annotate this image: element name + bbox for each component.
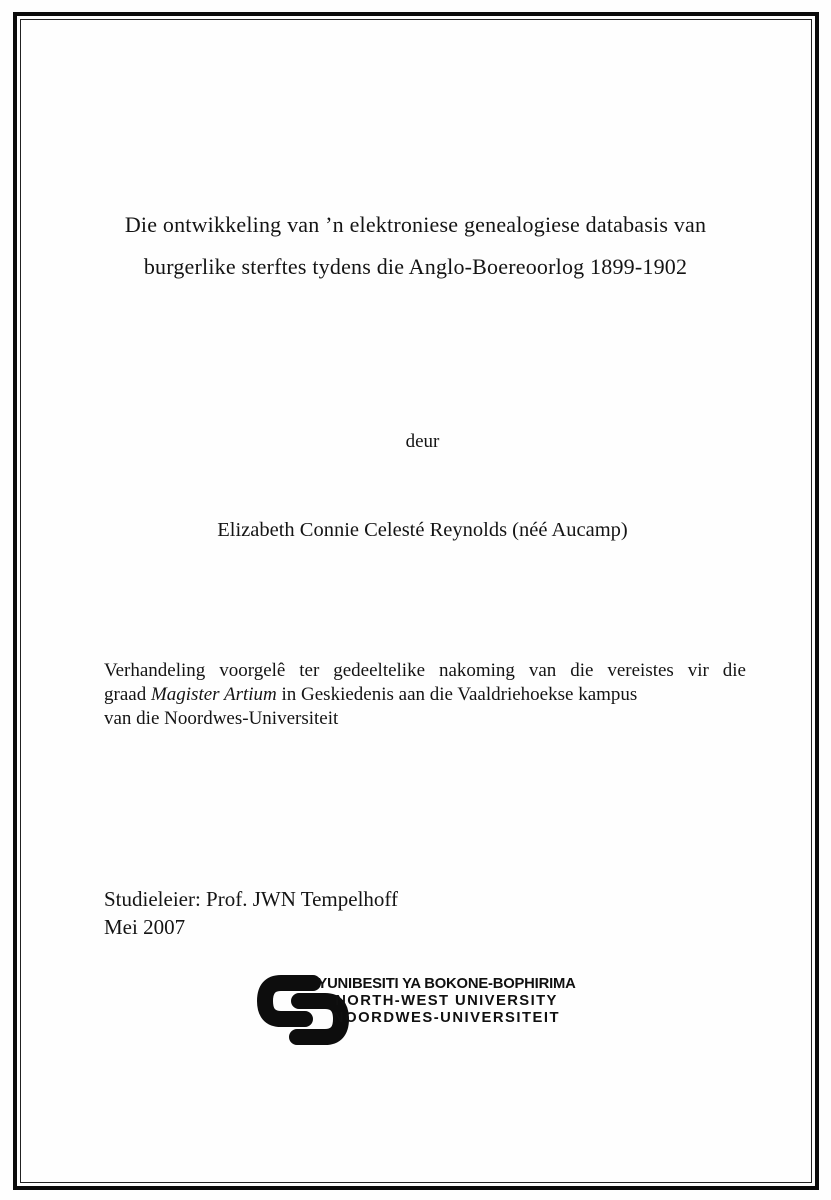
logo-line-english: NORTH-WEST UNIVERSITY [335, 993, 558, 1009]
degree-statement [104, 659, 746, 731]
degree-statement-line3: van die Noordwes-Universiteit [104, 708, 339, 729]
logo-line-setswana: YUNIBESITI YA BOKONE-BOPHIRIMA [317, 976, 576, 992]
date-line: Mei 2007 [104, 914, 186, 939]
author-name: Elizabeth Connie Celesté Reynolds (néé Aucamp) [217, 519, 628, 541]
byline-label: deur [405, 431, 440, 452]
thesis-title [0, 204, 831, 288]
thesis-title-line2: burgerlike sterftes tydens die Anglo-Boereoorlog 1899-1902 [143, 254, 688, 279]
supervisor-line: Studieleier: Prof. JWN Tempelhoff [104, 887, 399, 911]
degree-statement-line1: Verhandeling voorgelê ter gedeeltelike nakoming van die vereistes vir die [104, 660, 746, 681]
thesis-title-line1: Die ontwikkeling van ’n elektroniese genealogiese databasis van [124, 212, 707, 237]
degree-statement-line2-prefix: graad [104, 684, 151, 705]
university-logo-text [317, 971, 575, 1027]
degree-statement-line2-suffix: in Geskiedenis aan die Vaaldriehoekse kampus [276, 684, 638, 705]
degree-name-italic: Magister Artium [150, 684, 277, 705]
university-logo [0, 971, 831, 1049]
supervisor-block [104, 886, 398, 941]
logo-line-afrikaans: NOORDWES-UNIVERSITEIT [332, 1010, 561, 1026]
degree-statement-line2 [104, 683, 746, 707]
